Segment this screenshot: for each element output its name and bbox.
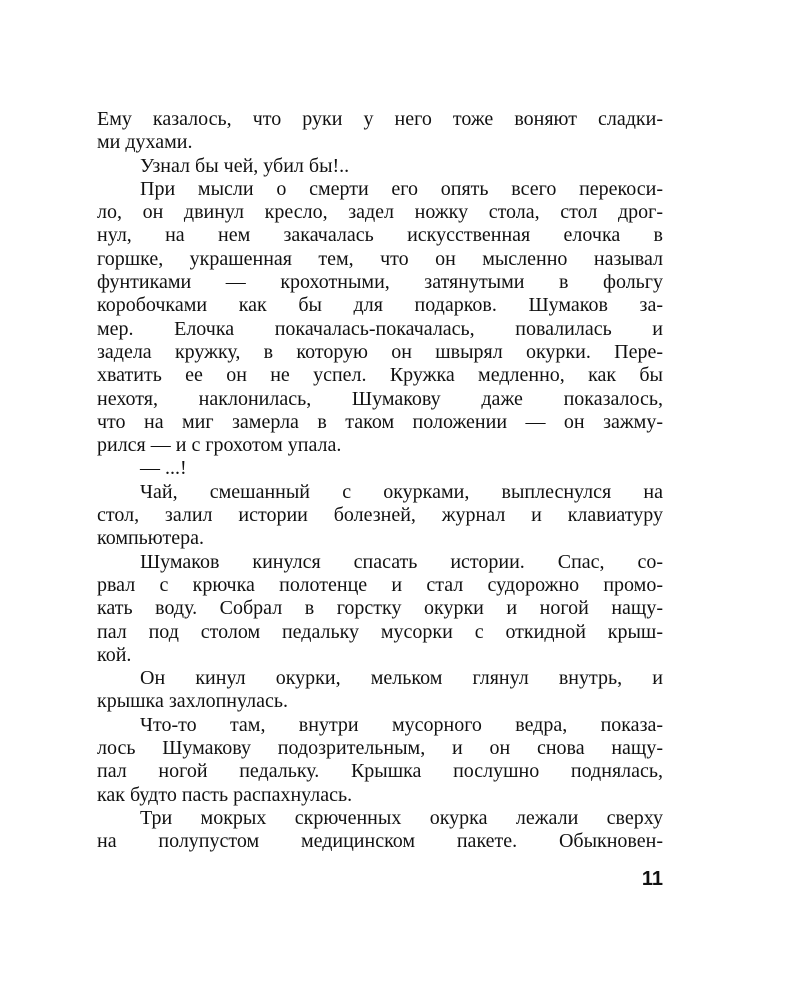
text-line: При мысли о смерти его опять всего перекоси- (140, 177, 663, 200)
text-line: рился — и с грохотом упала. (97, 434, 342, 457)
text-line: пал под столом педальку мусорки с откидной крыш- (97, 620, 663, 643)
text-line: горшке, украшенная тем, что он мысленно называл (97, 247, 663, 270)
text-line: ми духами. (97, 131, 193, 154)
text-line: нул, на нем закачалась искусственная елочка в (97, 224, 663, 247)
text-line: Три мокрых скрюченных окурка лежали сверху (140, 806, 663, 829)
text-line: Ему казалось, что руки у него тоже воняют сладки- (97, 108, 663, 130)
text-line: — ...! (140, 457, 187, 480)
text-line: мер. Елочка покачалась-покачалась, повалилась и (97, 317, 663, 340)
text-line: нехотя, наклонилась, Шумакову даже показалось, (97, 387, 663, 410)
text-line: коробочками как бы для подарков. Шумаков за- (97, 294, 663, 317)
text-line: Чай, смешанный с окурками, выплеснулся на (140, 480, 663, 503)
text-line: компьютера. (97, 527, 204, 550)
text-line: хватить ее он не успел. Кружка медленно, как бы (97, 364, 663, 387)
text-line: как будто пасть распахнулась. (97, 783, 353, 806)
text-line: задела кружку, в которую он швырял окурки. Пере- (97, 340, 663, 363)
text-line: фунтиками — крохотными, затянутыми в фольгу (97, 271, 663, 294)
text-line: рвал с крючка полотенце и стал судорожно промо- (97, 573, 663, 596)
text-line: Что-то там, внутри мусорного ведра, показа- (140, 713, 663, 736)
text-line: Он кинул окурки, мельком глянул внутрь, и (140, 667, 663, 690)
text-line: ло, он двинул кресло, задел ножку стола, стол дрог- (97, 201, 663, 224)
text-line: лось Шумакову подозрительным, и он снова нащу- (97, 737, 663, 760)
text-line: пал ногой педальку. Крышка послушно поднялась, (97, 760, 663, 783)
text-line: стол, залил истории болезней, журнал и клавиатуру (97, 504, 663, 527)
text-line: Узнал бы чей, убил бы!.. (140, 154, 350, 177)
text-line: кать воду. Собрал в горстку окурки и ногой нащу- (97, 597, 663, 620)
page-body (97, 108, 663, 854)
text-line: кой. (97, 643, 132, 666)
text-line: Шумаков кинулся спасать истории. Спас, со- (140, 550, 663, 573)
text-line: что на миг замерла в таком положении — он зажму- (97, 410, 663, 433)
text-line: крышка захлопнулась. (97, 690, 288, 713)
page-number: 11 (641, 868, 663, 890)
text-line: на полупустом медицинском пакете. Обыкновен- (97, 830, 663, 853)
